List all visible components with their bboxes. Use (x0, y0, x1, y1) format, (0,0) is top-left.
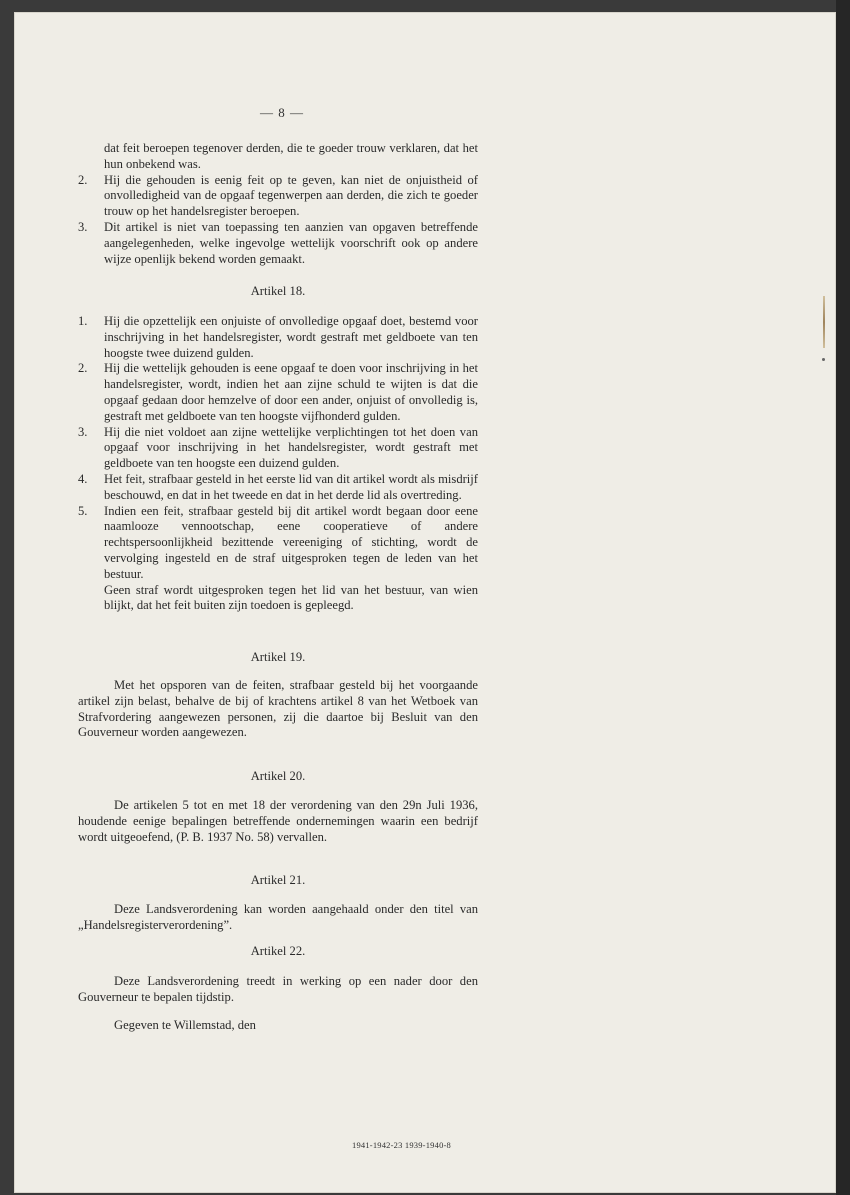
list-item (78, 425, 478, 472)
list-item (78, 361, 478, 424)
article-17-continuation (78, 141, 478, 267)
item-number: 2. (78, 172, 88, 187)
list-item (78, 173, 478, 220)
article-18-extra: Geen straf wordt uitgesproken tegen het lid van het bestuur, van wien blijkt, dat het feit buiten zijn toedoen is gepleegd. (104, 582, 478, 613)
article-18-heading: Artikel 18. (250, 284, 306, 298)
item-text: Het feit, strafbaar gesteld in het eerste lid van dit artikel wordt als misdrijf beschouwd, en dat in het tweede en dat in het derde lid als overtreding. (104, 471, 478, 502)
article-20-heading: Artikel 20. (250, 769, 306, 783)
article-21-text: Deze Landsverordening kan worden aangehaald onder den titel van „Handelsregisterverordening”. (78, 902, 478, 932)
item-text: Hij die opzettelijk een onjuiste of onvolledige opgaaf doet, bestemd voor inschrijving in het handelsregister, wordt gestraft met geldboete van ten hoogste twee duizend gulden. (104, 314, 478, 360)
item-text: Indien een feit, strafbaar gesteld bij dit artikel wordt begaan door eene naamlooze vennootschap, eene cooperatieve of andere rechtspersoonlijkheid bezittende vereeniging of stichting, wordt de vervolging ingesteld en de straf uitgesproken tegen de leden van het bestuur. (104, 503, 478, 581)
item-number: 3. (78, 424, 88, 439)
document-page (14, 12, 836, 1193)
article-20-text: De artikelen 5 tot en met 18 der verordening van den 29n Juli 1936, houdende eenige bepalingen betreffende ondernemingen waarin een bedrijf wordt uitgeoefend, (P. B. 1937 No. 58) vervallen. (78, 798, 478, 844)
list-item (78, 314, 478, 361)
footer-code: 1941-1942-23 1939-1940-8 (352, 1140, 451, 1150)
continuation-text: dat feit beroepen tegenover derden, die te goeder trouw verklaren, dat het hun onbekend was. (104, 141, 478, 171)
item-number: 3. (78, 219, 88, 234)
margin-dot (822, 358, 825, 361)
article-21-heading: Artikel 21. (250, 873, 306, 887)
list-item (78, 472, 478, 504)
scan-edge (836, 0, 850, 1195)
item-number: 5. (78, 503, 88, 518)
article-19-text: Met het opsporen van de feiten, strafbaar gesteld bij het voorgaande artikel zijn belast, behalve de bij of krachtens artikel 8 van het Wetboek van Strafvordering aangewezen personen, zij die daartoe bij Besluit van den Gouverneur worden aangewezen. (78, 678, 478, 740)
item-number: 1. (78, 314, 88, 328)
item-text: Dit artikel is niet van toepassing ten aanzien van opgaven betreffende aangelegenheden, welke ingevolge wettelijk voorschrift ook op andere wijze openlijk bekend worden gemaakt. (104, 219, 478, 266)
closing-line: Gegeven te Willemstad, den (114, 1018, 256, 1032)
article-19-heading: Artikel 19. (250, 650, 306, 664)
page-number: — 8 — (260, 105, 304, 120)
article-18-body (78, 314, 478, 614)
item-text: Hij die wettelijk gehouden is eene opgaaf te doen voor inschrijving in het handelsregister, wordt, indien het aan zijne schuld te wijten is dat die opgaaf gedaan door hemzelve of door een ander, onjuist of onvolledig is, gestraft met geldboete van ten hoogste vijfhonderd gulden. (104, 361, 478, 423)
item-number: 2. (78, 361, 88, 376)
item-text: Hij die gehouden is eenig feit op te geven, kan niet de onjuistheid of onvolledigheid van de opgaaf tegenwerpen aan derden, die zich te goeder trouw op het handelsregister beroepen. (104, 172, 478, 219)
item-text: Hij die niet voldoet aan zijne wettelijke verplichtingen tot het doen van opgaaf voor inschrijving in het handelsregister, wordt gestraft met geldboete van ten hoogste een duizend gulden. (104, 424, 478, 471)
item-number: 4. (78, 471, 88, 486)
article-22-heading: Artikel 22. (250, 944, 306, 958)
article-22-text: Deze Landsverordening treedt in werking op een nader door den Gouverneur te bepalen tijdstip. (78, 974, 478, 1004)
margin-stain (823, 296, 825, 348)
list-item (78, 504, 478, 583)
list-item (78, 220, 478, 267)
